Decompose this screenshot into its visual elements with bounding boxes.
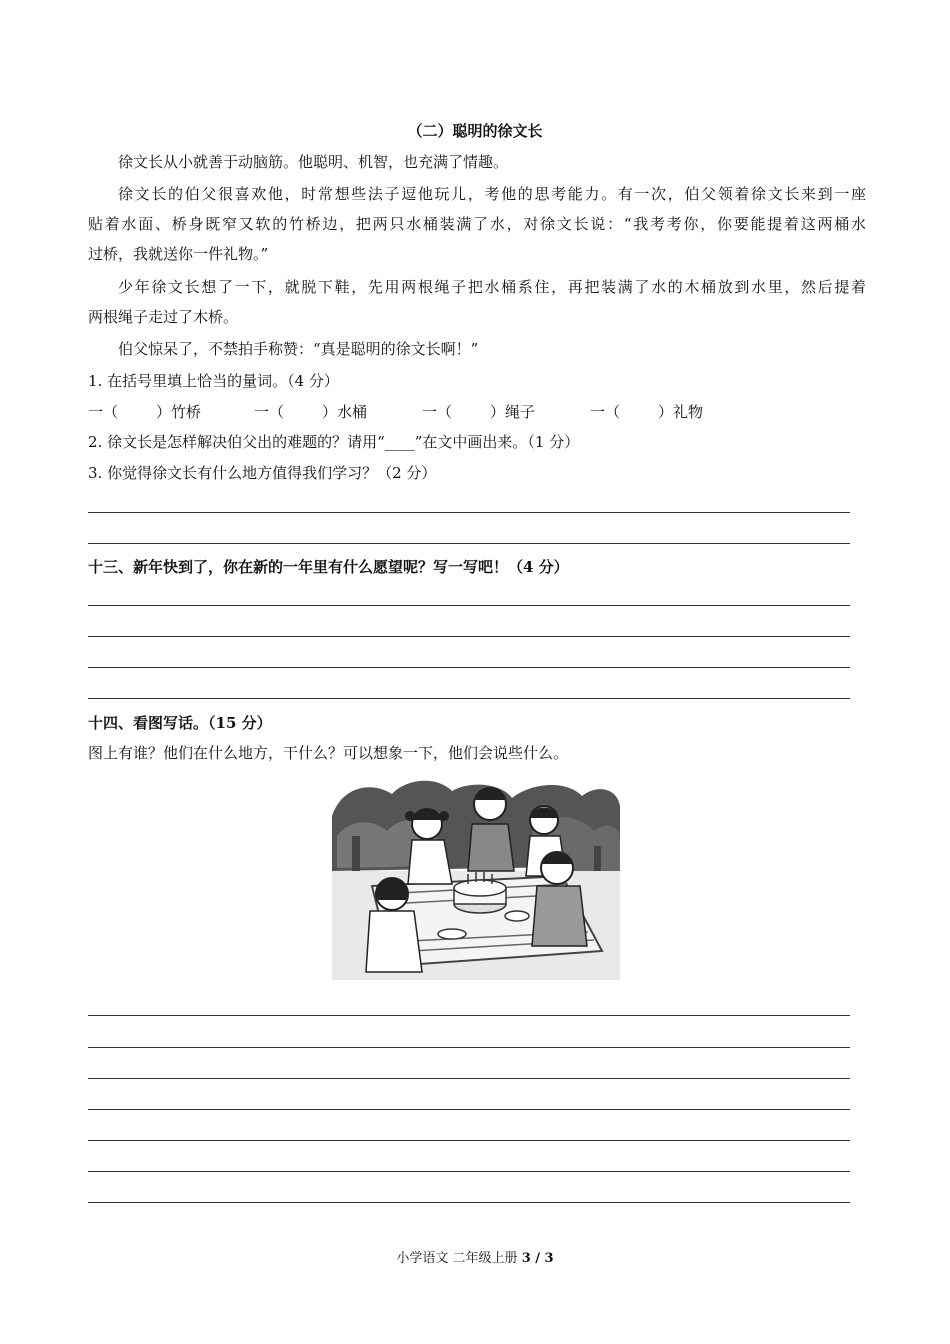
measure-word-blanks: [88, 401, 788, 421]
section-13-heading: 十三、新年快到了，你在新的一年里有什么愿望呢？写一写吧！（4 分）: [88, 558, 569, 576]
answer-line[interactable]: [88, 512, 850, 513]
answer-line[interactable]: [88, 698, 850, 699]
answer-line[interactable]: [88, 1015, 850, 1016]
measure-word-item-4[interactable]: 一（ ）礼物: [590, 403, 704, 421]
question-1: 1. 在括号里填上恰当的量词。（4 分）: [88, 372, 339, 390]
section-14-heading: 十四、看图写话。（15 分）: [88, 714, 272, 732]
page-footer: [0, 1247, 950, 1266]
section-14-prompt: 图上有谁？他们在什么地方，干什么？可以想象一下，他们会说些什么。: [88, 744, 569, 762]
passage-paragraph-3-line-2: 两根绳子走过了木桥。: [88, 308, 239, 326]
passage-paragraph-2-line-2: 贴着水面、桥身既窄又软的竹桥边，把两只水桶装满了水，对徐文长说：“我考考你，你要能提着这两桶水: [88, 215, 866, 233]
answer-line[interactable]: [88, 636, 850, 637]
answer-line[interactable]: [88, 1202, 850, 1203]
passage-paragraph-4: 伯父惊呆了，不禁拍手称赞：“真是聪明的徐文长啊！”: [118, 340, 479, 358]
passage-title: （二）聪明的徐文长: [407, 122, 543, 140]
passage-paragraph-2-line-3: 过桥，我就送你一件礼物。”: [88, 245, 269, 263]
answer-line[interactable]: [88, 667, 850, 668]
answer-line[interactable]: [88, 1078, 850, 1079]
birthday-party-picture: [332, 776, 620, 980]
footer-subject: 小学语文 二年级上册: [396, 1251, 522, 1266]
question-3: 3. 你觉得徐文长有什么地方值得我们学习？（2 分）: [88, 464, 437, 482]
measure-word-item-2[interactable]: 一（ ）水桶: [254, 403, 368, 421]
answer-line[interactable]: [88, 1140, 850, 1141]
measure-word-item-1[interactable]: 一（ ）竹桥: [88, 403, 202, 421]
answer-line[interactable]: [88, 1171, 850, 1172]
page-number: 3 / 3: [521, 1251, 554, 1266]
measure-word-item-3[interactable]: 一（ ）绳子: [422, 403, 536, 421]
answer-line[interactable]: [88, 1109, 850, 1110]
passage-paragraph-3-line-1: 少年徐文长想了一下，就脱下鞋，先用两根绳子把水桶系住，再把装满了水的木桶放到水里，然后提着: [118, 278, 866, 296]
passage-paragraph-1: 徐文长从小就善于动脑筋。他聪明、机智，也充满了情趣。: [118, 153, 509, 171]
answer-line[interactable]: [88, 1047, 850, 1048]
answer-line[interactable]: [88, 543, 850, 544]
answer-line[interactable]: [88, 605, 850, 606]
passage-paragraph-2-line-1: 徐文长的伯父很喜欢他，时常想些法子逗他玩儿，考他的思考能力。有一次，伯父领着徐文长来到一座: [118, 185, 866, 203]
question-2: 2. 徐文长是怎样解决伯父出的难题的？请用“____”在文中画出来。（1 分）: [88, 433, 580, 451]
